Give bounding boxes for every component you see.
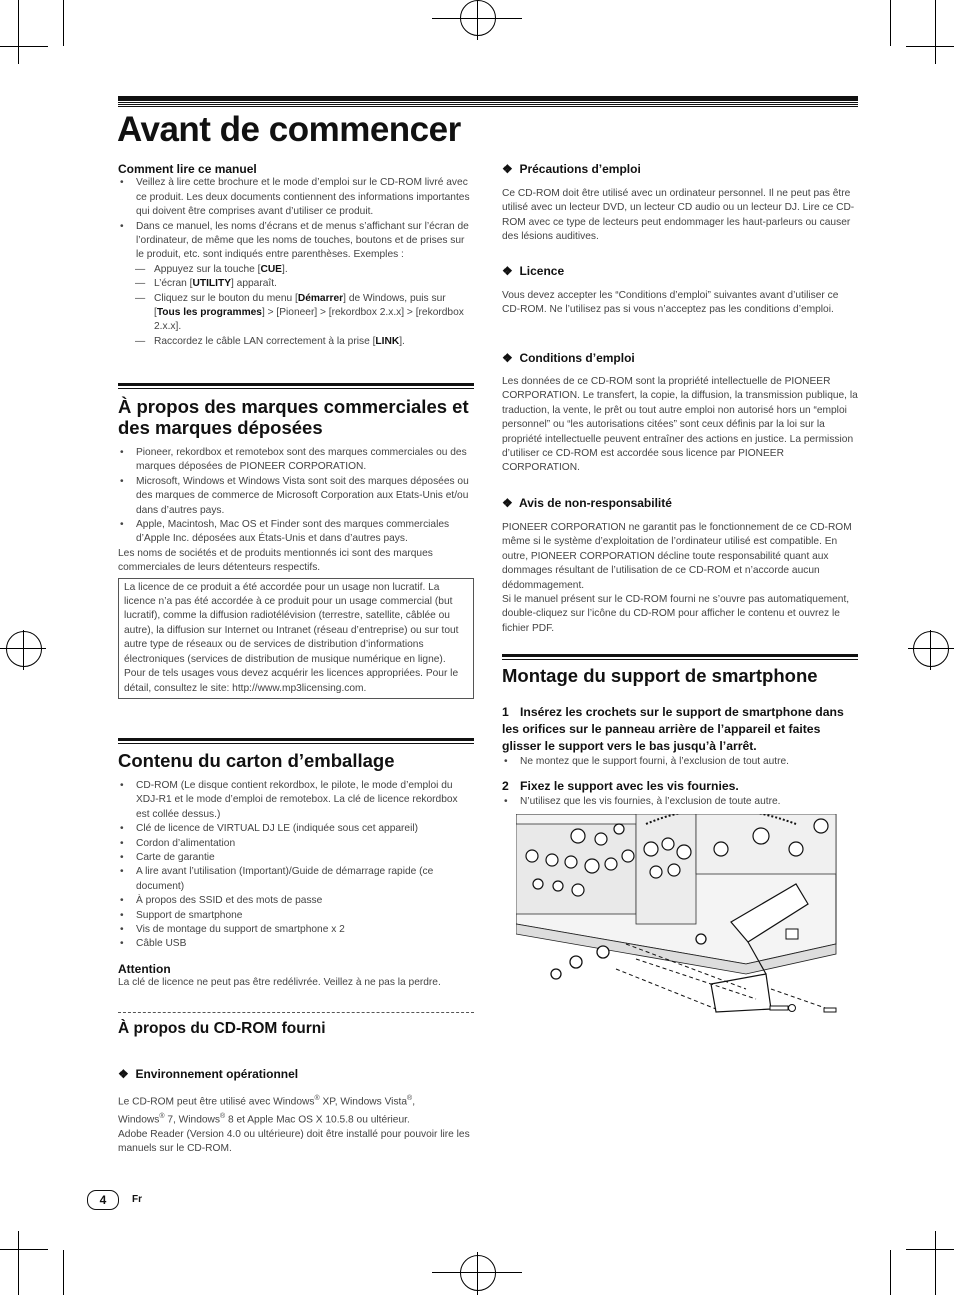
registration-mark — [913, 631, 949, 667]
example-item: — L’écran [UTILITY] apparaît. — [118, 277, 474, 291]
step-2: 2 Fixez le support avec les vis fournies. — [502, 779, 739, 793]
example-item: — Raccordez le câble LAN correctement à la prise [LINK]. — [118, 335, 474, 349]
trademarks-heading: À propos des marques commerciales et des marques déposées — [118, 396, 469, 438]
step-2-note: • N’utilisez que les vis fournies, à l’exclusion de toute autre. — [502, 795, 858, 809]
package-contents-heading: Contenu du carton d’emballage — [118, 750, 395, 771]
list-item: • Pioneer, rekordbox et remotebox sont des marques commerciales ou des marques déposées de PIONEER CORPORATION. — [118, 446, 474, 475]
license-heading: ❖ Licence — [502, 264, 565, 278]
language-code: Fr — [132, 1194, 142, 1205]
section-divider — [118, 1012, 474, 1013]
package-contents-list — [118, 779, 474, 991]
environment-heading: ❖ Environnement opérationnel — [118, 1067, 299, 1081]
crop-mark — [0, 46, 48, 47]
list-item: • Dans ce manuel, les noms d’écrans et de menus s’affichant sur l’écran de l’ordinateur, de même que les noms de touches, boutons et de prises sur le produit, etc. sont indiqués entre parenthèses. Exemples : — [118, 220, 474, 263]
title-rule — [118, 106, 858, 107]
cdrom-heading: À propos du CD-ROM fourni — [118, 1020, 326, 1037]
example-item: — Appuyez sur la touche [CUE]. — [118, 263, 474, 277]
manual-heading: Comment lire ce manuel — [118, 162, 257, 176]
crop-mark — [18, 1231, 19, 1295]
smartphone-stand-illustration — [516, 814, 838, 1014]
precautions-heading: ❖ Précautions d’emploi — [502, 162, 641, 176]
step-1: 1 Insérez les crochets sur le support de smartphone dans les orifices sur le panneau arrière de l’appareil et faites glisser le support vers le bas jusqu’à l’arrêt. — [502, 705, 844, 753]
left-column — [118, 162, 474, 349]
conditions-text: Les données de ce CD-ROM sont la propriété intellectuelle de PIONEER CORPORATION. Le transfert, la copie, la diffusion, la transmission publique, la traduction, la vente, le prêt ou tout autre emploi non autorisé hors un “emploi personnel” ou “les autorisations citées” sont ceux définis par la loi sur la propriété intellectuelle peuvent entraîner des actions en justice. La permission d’utiliser ce CD-ROM est accordée sous licence par PIONEER CORPORATION. — [502, 376, 858, 474]
conditions-heading: ❖ Conditions d’emploi — [502, 351, 635, 365]
disclaimer-text: PIONEER CORPORATION ne garantit pas le fonctionnement de ce CD-ROM même si le système d’exploitation de l’ordinateur utilisé est compatible. En outre, PIONEER CORPORATION décline toute responsabilité quant aux dommages résultant de l’utilisation de ce CD-ROM et n’accorde aucun dédommagement. Si le manuel présent sur le CD-ROM fourni ne s’ouvre pas automatiquement, double-cliquez sur l’icône du CD-ROM pour afficher le contenu et ouvrez le fichier PDF. — [502, 522, 852, 634]
attention-heading: Attention — [118, 961, 171, 976]
license-notice: La licence de ce produit a été accordée pour un usage non lucratif. La licence n’a pas été accordée à ce produit pour un usage commercial (but lucratif), comme la diffusion radiotélévision (terrestre, satellite, câblée ou autre), la diffusion sur Internet ou Intranet (réseau d’entreprise) ou sur tout autre type de réseaux ou de services de distribution d’informations électroniques (services de distribution de musique numérique en ligne). Pour de tels usages vous devez acquérir les licences appropriées. Pour le détail, consultez le site: http://www.mp3licensing.com. — [118, 578, 474, 699]
trademarks-note: Les noms de sociétés et de produits mentionnés ici sont des marques commerciales de leurs détenteurs respectifs. — [118, 547, 433, 574]
disclaimer-heading: ❖ Avis de non-responsabilité — [502, 496, 672, 510]
step-1-note: • Ne montez que le support fourni, à l’exclusion de tout autre. — [502, 755, 858, 769]
mounting-heading: Montage du support de smartphone — [502, 665, 818, 686]
crop-mark — [63, 1250, 64, 1295]
section-rule — [118, 383, 474, 389]
section-rule — [118, 738, 474, 744]
list-item: • Apple, Macintosh, Mac OS et Finder sont des marques commerciales d’Apple Inc. déposées aux États-Unis et dans d’autres pays. — [118, 518, 474, 547]
list-item: • CD-ROM (Le disque contient rekordbox, le pilote, le mode d’emploi du XDJ-R1 et le mode d’emploi de remotebox. La clé de licence rekordbox est collée dessus.) — [118, 779, 474, 822]
page-number: 4 — [87, 1190, 119, 1210]
registration-mark — [460, 1255, 496, 1291]
list-item: • Carte de garantie — [118, 851, 474, 865]
crop-mark — [890, 0, 891, 46]
title-rule — [118, 96, 858, 101]
list-item: • Cordon d’alimentation — [118, 837, 474, 851]
list-item: • À propos des SSID et des mots de passe — [118, 894, 474, 908]
precautions-text: Ce CD-ROM doit être utilisé avec un ordinateur personnel. Il ne peut pas être utilisé avec un lecteur DVD, un lecteur CD audio ou un lecteur DJ. Lire ce CD-ROM avec ce type de lecteurs peut endommager les haut-parleurs ou causer des lésions auditives. — [502, 188, 855, 243]
crop-mark — [906, 46, 954, 47]
list-item: • Support de smartphone — [118, 909, 474, 923]
license-text: Vous devez accepter les “Conditions d’emploi” suivantes avant d’utiliser ce CD-ROM. Ne l’utilisez pas si vous n’acceptez pas les conditions d’emploi. — [502, 290, 839, 316]
crop-mark — [890, 1250, 891, 1295]
list-item: • A lire avant l’utilisation (Important)/Guide de démarrage rapide (ce document) — [118, 865, 474, 894]
list-item: • Clé de licence de VIRTUAL DJ LE (indiquée sous cet appareil) — [118, 822, 474, 836]
title-rule — [118, 104, 858, 105]
list-item: • Veillez à lire cette brochure et le mode d’emploi sur le CD-ROM livré avec ce produit. Les deux documents contiennent des informations importantes qui doivent être comprises avant d’utiliser ce produit. — [118, 176, 474, 219]
registration-mark — [460, 0, 496, 36]
list-item: • Câble USB — [118, 937, 474, 951]
section-rule — [502, 654, 858, 660]
list-item: • Vis de montage du support de smartphone x 2 — [118, 923, 474, 937]
crop-mark — [935, 1231, 936, 1295]
crop-mark — [63, 0, 64, 46]
trademarks-body — [118, 446, 474, 699]
crop-mark — [0, 1249, 48, 1250]
page-title: Avant de commencer — [117, 110, 461, 149]
attention-text: La clé de licence ne peut pas être redélivrée. Veillez à ne pas la perdre. — [118, 977, 441, 989]
list-item: • Microsoft, Windows et Windows Vista sont soit des marques déposées ou des marques de commerce de Microsoft Corporation aux Etats-Unis et/ou dans d’autres pays. — [118, 475, 474, 518]
example-item: — Cliquez sur le bouton du menu [Démarrer] de Windows, puis sur [Tous les programmes] > [Pioneer] > [rekordbox 2.x.x] > [rekordbox 2.x.x]. — [118, 292, 474, 335]
crop-mark — [935, 0, 936, 64]
crop-mark — [906, 1249, 954, 1250]
environment-text: Le CD-ROM peut être utilisé avec Windows® XP, Windows Vista®, Windows® 7, Windows® 8 et Apple Mac OS X 10.5.8 ou ultérieur. Adobe Reader (Version 4.0 ou ultérieure) doit être installé pour pouvoir lire les manuels sur le CD-ROM. — [118, 1095, 470, 1154]
crop-mark — [18, 0, 19, 64]
title-rule — [118, 102, 858, 103]
registration-mark — [6, 631, 42, 667]
